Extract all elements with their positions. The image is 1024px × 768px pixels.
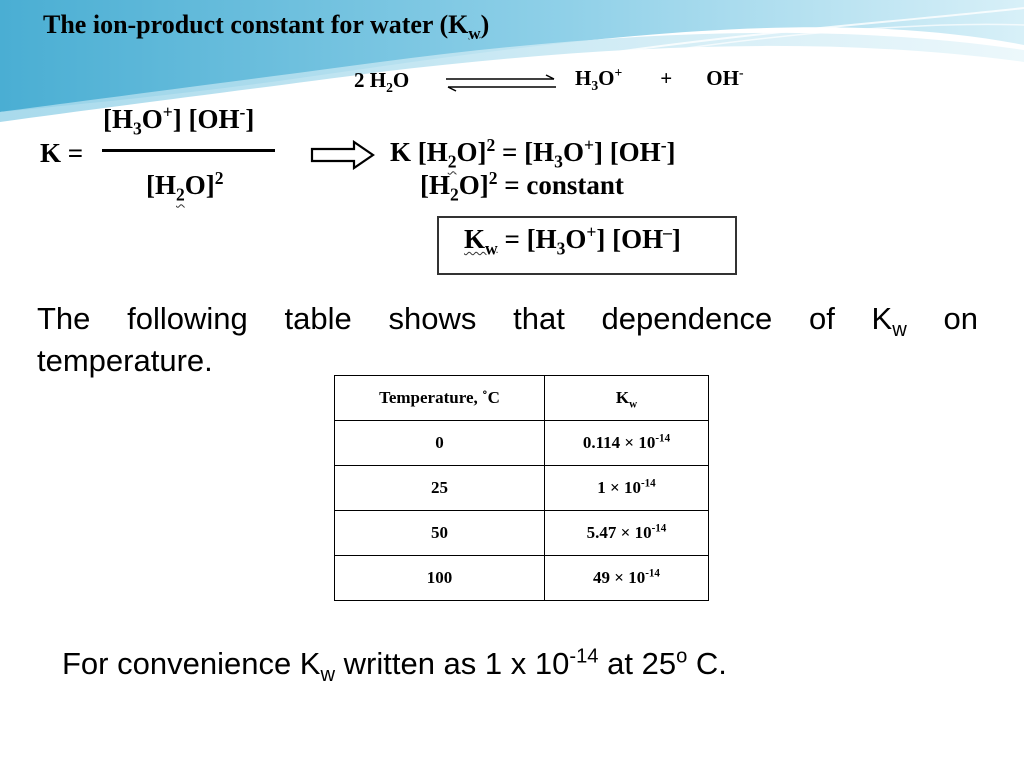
fraction-bar: [102, 149, 275, 152]
table-row: [335, 511, 709, 556]
header-temperature: Temperature, ˚C: [335, 376, 545, 421]
cell-kw: $1 \times 10^{-14}$: [545, 466, 709, 511]
kw-temperature-table: [334, 375, 709, 601]
equilibrium-arrows-icon: [442, 72, 560, 94]
table-header-row: [335, 376, 709, 421]
implies-arrow-icon: [310, 140, 376, 170]
cell-kw: $49 \times 10^{-14}$: [545, 556, 709, 601]
cell-kw: $0.114 \times 10^{-14}$: [545, 421, 709, 466]
cell-temperature: 0: [335, 421, 545, 466]
k-denominator: $[H_2O]^2$: [146, 168, 224, 205]
intro-paragraph: The following table shows that dependence of $K_w$ on temperature.: [37, 301, 978, 378]
equilibrium-reactants: 2 $H_2O$: [354, 68, 410, 96]
slide-title: The ion-product constant for water $(K_w)$: [43, 10, 490, 44]
table-row: [335, 421, 709, 466]
kw-definition: $K_w = [H_3O^+]$ [OH–]: [464, 222, 681, 259]
cell-temperature: 100: [335, 556, 545, 601]
derivation-line-2: $[H_2O]^2$ = constant: [420, 168, 624, 205]
cell-kw: $5.47 \times 10^{-14}$: [545, 511, 709, 556]
derivation-line-1: K $[H_2O]^2 = [H_3O^+]$ [OH-]: [390, 135, 676, 172]
k-numerator: $[H_3O^+]$ [OH-]: [103, 102, 255, 139]
table-row: [335, 466, 709, 511]
header-kw: $K_w$: [545, 376, 709, 421]
table-row: [335, 556, 709, 601]
footer-note: For convenience $K_w$ written as 1 x $10^{-14}$ at 25$^o$ C.: [62, 645, 727, 687]
k-label: K =: [40, 138, 84, 168]
cell-temperature: 50: [335, 511, 545, 556]
equilibrium-products: $H_3O^+ + OH^-$: [575, 65, 744, 94]
cell-temperature: 25: [335, 466, 545, 511]
